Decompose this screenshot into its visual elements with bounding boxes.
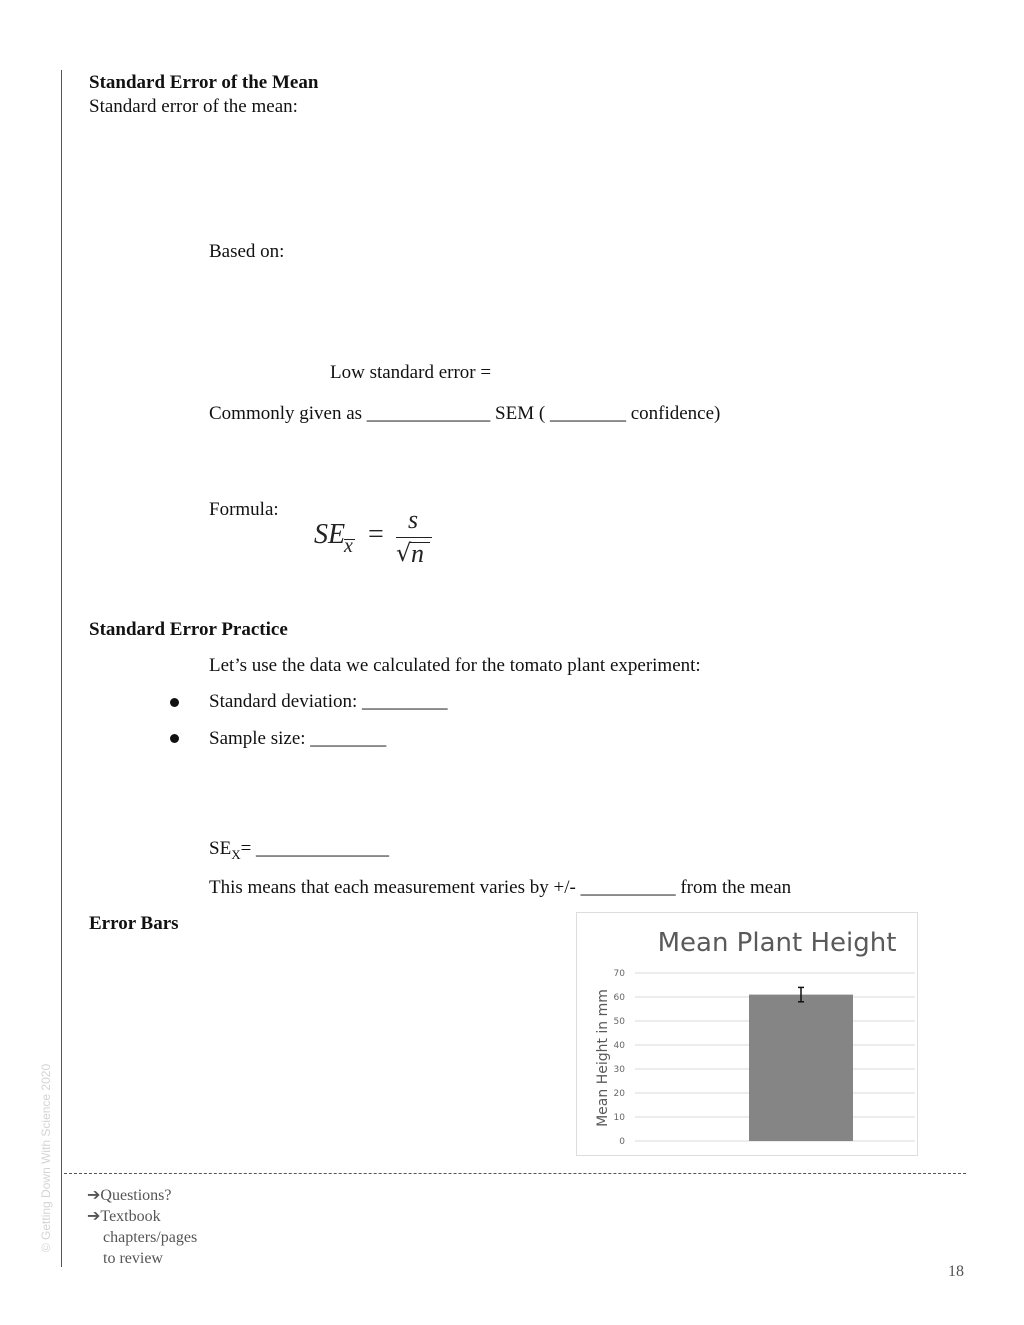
chart-bar (749, 995, 853, 1141)
mean-plant-height-chart (576, 912, 918, 1156)
section-heading-sem: Standard Error of the Mean (89, 72, 319, 93)
notes-item-label: Questions? (100, 1187, 172, 1204)
bullet-dot (170, 734, 179, 743)
formula-equals: = (368, 519, 384, 550)
section-heading-error-bars: Error Bars (89, 913, 179, 934)
practice-intro: Let’s use the data we calculated for the tomato plant experiment: (209, 655, 701, 676)
formula-numerator: s (408, 505, 419, 534)
formula-denominator: n (411, 539, 424, 568)
y-tick-label: 20 (613, 1089, 625, 1099)
chart-svg (577, 913, 917, 1155)
chart-y-axis-label: Mean Height in mm (595, 989, 611, 1127)
notes-divider (64, 1173, 966, 1174)
copyright-credit: © Getting Down With Science 2020 (39, 1063, 53, 1253)
formula-root: √ (396, 539, 412, 567)
se-label: SE (209, 838, 232, 859)
se-answer-line (209, 838, 389, 866)
formula-lhs-sub: x (344, 535, 353, 557)
sem-formula (312, 505, 442, 571)
x-bar-line (344, 539, 355, 540)
bullet-sample-size: Sample size: ________ (209, 728, 387, 749)
commonly-given-line: Commonly given as _____________ SEM ( ________ confidence) (209, 403, 721, 424)
left-margin-line (61, 70, 62, 1267)
y-tick-label: 0 (619, 1137, 625, 1147)
bullet-standard-deviation: Standard deviation: _________ (209, 691, 448, 712)
notes-item-continued: to review (103, 1250, 163, 1267)
y-tick-label: 60 (613, 993, 625, 1003)
y-tick-label: 50 (613, 1017, 625, 1027)
y-tick-label: 40 (613, 1041, 625, 1051)
notes-item-continued: chapters/pages (103, 1229, 198, 1246)
y-tick-label: 30 (613, 1065, 625, 1075)
fraction-bar (396, 537, 432, 538)
section-heading-practice: Standard Error Practice (89, 619, 288, 640)
notes-item (87, 1206, 161, 1227)
chart-title: Mean Plant Height (657, 928, 897, 958)
notes-item (87, 1185, 172, 1206)
arrow-icon: ➔ (87, 1208, 101, 1225)
arrow-icon: ➔ (87, 1187, 101, 1204)
y-tick-label: 10 (613, 1113, 625, 1123)
sem-definition-label: Standard error of the mean: (89, 96, 298, 117)
bullet-dot (170, 698, 179, 707)
formula-lhs: SE (314, 519, 346, 550)
meaning-line: This means that each measurement varies by +/- __________ from the mean (209, 877, 792, 898)
notes-item-label: Textbook (100, 1208, 161, 1225)
y-tick-label: 70 (613, 969, 625, 979)
se-subscript: X (231, 846, 241, 862)
formula-label: Formula: (209, 499, 279, 520)
se-blank: = ______________ (240, 838, 390, 859)
based-on-label: Based on: (209, 241, 285, 262)
page-number: 18 (948, 1263, 964, 1280)
low-standard-error-label: Low standard error = (330, 362, 492, 383)
